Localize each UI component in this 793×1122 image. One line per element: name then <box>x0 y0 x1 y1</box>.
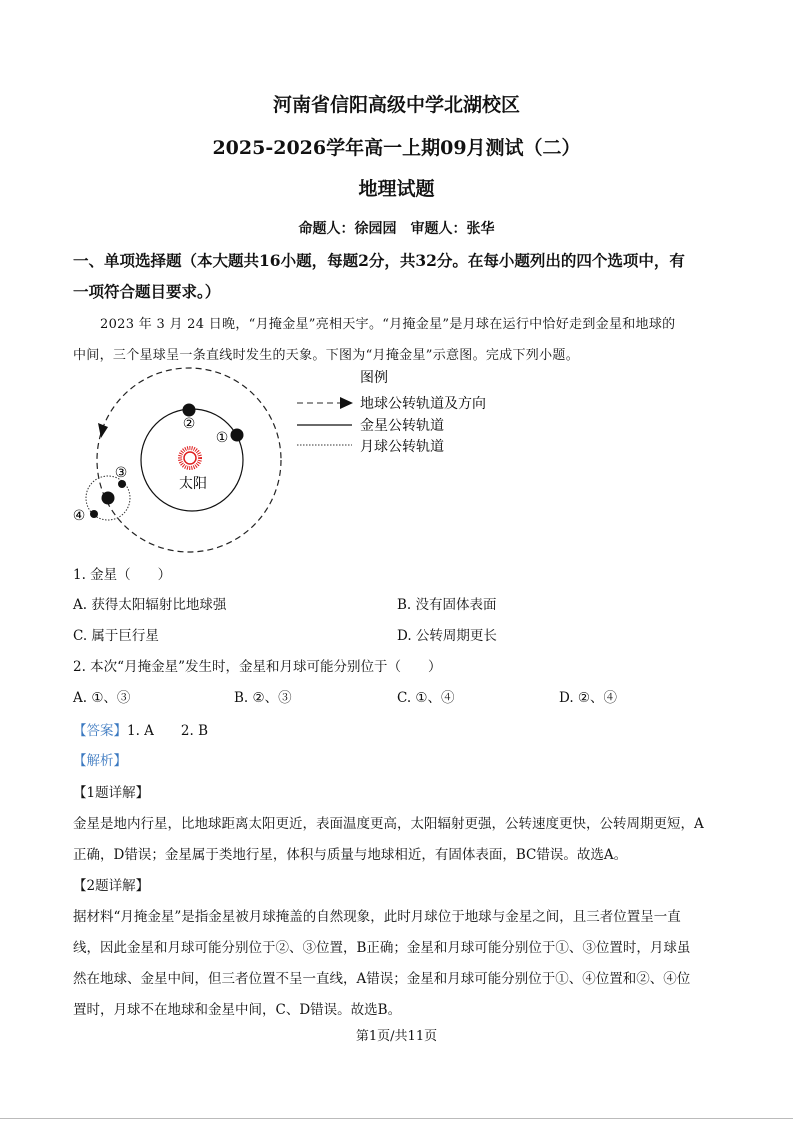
q2-option-a: A. ①、③ <box>73 690 131 706</box>
q2-explanation-line: 线，因此金星和月球可能分别位于②、③位置，B正确；金星和月球可能分别位于①、③位置时，月球虽 <box>73 940 691 956</box>
sun-label: 太阳 <box>179 476 207 492</box>
venus-position-2 <box>183 404 196 417</box>
material-text: 2023 年 3 月 24 日晚，“月掩金星”亮相天宇。“月掩金星”是月球在运行中恰好走到金星和地球的 <box>100 317 676 332</box>
moon-position-3 <box>118 480 126 488</box>
subject-title: 地理试题 <box>358 178 435 200</box>
venus-position-1 <box>231 429 244 442</box>
position-2-label: ② <box>182 416 196 432</box>
q1-explanation-line: 金星是地内行星，比地球距离太阳更近，表面温度更高，太阳辐射更强，公转速度更快，公转周期更短，A <box>73 816 704 832</box>
legend-venus-orbit: 金星公转轨道 <box>360 418 444 434</box>
school-title: 河南省信阳高级中学北湖校区 <box>272 94 520 116</box>
answer-label: 【答案】 <box>73 723 127 739</box>
section-heading: 一、单项选择题（本大题共16小题，每题2分，共32分。在每小题列出的四个选项中，有 <box>73 251 685 270</box>
position-1-label: ① <box>215 430 229 446</box>
orbit-direction-arrow-icon <box>98 423 108 438</box>
analysis-label: 【解析】 <box>73 753 127 769</box>
material-text: 中间，三个星球呈一条直线时发生的天象。下图为“月掩金星”示意图。完成下列小题。 <box>73 348 579 363</box>
q1-option-b: B. 没有固体表面 <box>397 597 497 613</box>
q2-explanation-line: 据材料“月掩金星”是指金星被月球掩盖的自然现象，此时月球位于地球与金星之间，且三者位置呈一直 <box>73 909 681 925</box>
q1-explanation-line: 正确，D错误；金星属于类地行星，体积与质量与地球相近，有固体表面，BC错误。故选A。 <box>73 847 628 863</box>
q2-explanation-line: 然在地球、金星中间，但三者位置不呈一直线，A错误；金星和月球可能分别位于①、④位置和②、④位 <box>73 971 691 987</box>
moon-position-4 <box>90 510 98 518</box>
earth-orbit <box>97 368 281 552</box>
question-2-stem: 2. 本次“月掩金星”发生时，金星和月球可能分别位于（ ） <box>73 659 442 675</box>
page-bottom-border <box>0 1118 793 1119</box>
q1-explanation-title: 【1题详解】 <box>73 785 150 801</box>
q1-option-d: D. 公转周期更长 <box>397 628 497 644</box>
legend-earth-orbit: 地球公转轨道及方向 <box>360 396 486 412</box>
q2-option-b: B. ②、③ <box>234 690 292 706</box>
earth <box>102 492 115 505</box>
page-number: 第1页/共11页 <box>355 1029 438 1044</box>
q2-option-d: D. ②、④ <box>559 690 618 706</box>
answer-value: 1. A 2. B <box>127 723 209 739</box>
exam-title: 2025-2026学年高一上期09月测试（二） <box>212 137 581 159</box>
q2-explanation-title: 【2题详解】 <box>73 878 150 894</box>
legend-title: 图例 <box>360 370 388 386</box>
legend-moon-orbit: 月球公转轨道 <box>360 439 444 455</box>
sun-icon <box>180 448 200 468</box>
answer-line <box>73 719 208 739</box>
question-1-stem: 1. 金星（ ） <box>73 567 172 583</box>
q2-explanation-line: 置时，月球不在地球和金星中间，C、D错误。故选B。 <box>73 1002 402 1018</box>
section-heading-cont: 一项符合题目要求。） <box>73 282 221 301</box>
position-3-label: ③ <box>114 465 128 481</box>
authors: 命题人：徐园园 审题人：张华 <box>298 221 495 237</box>
q1-option-a: A. 获得太阳辐射比地球强 <box>73 597 227 613</box>
position-4-label: ④ <box>72 508 86 524</box>
legend-arrow-icon <box>340 397 353 409</box>
q2-option-c: C. ①、④ <box>397 690 455 706</box>
q1-option-c: C. 属于巨行星 <box>73 628 159 644</box>
